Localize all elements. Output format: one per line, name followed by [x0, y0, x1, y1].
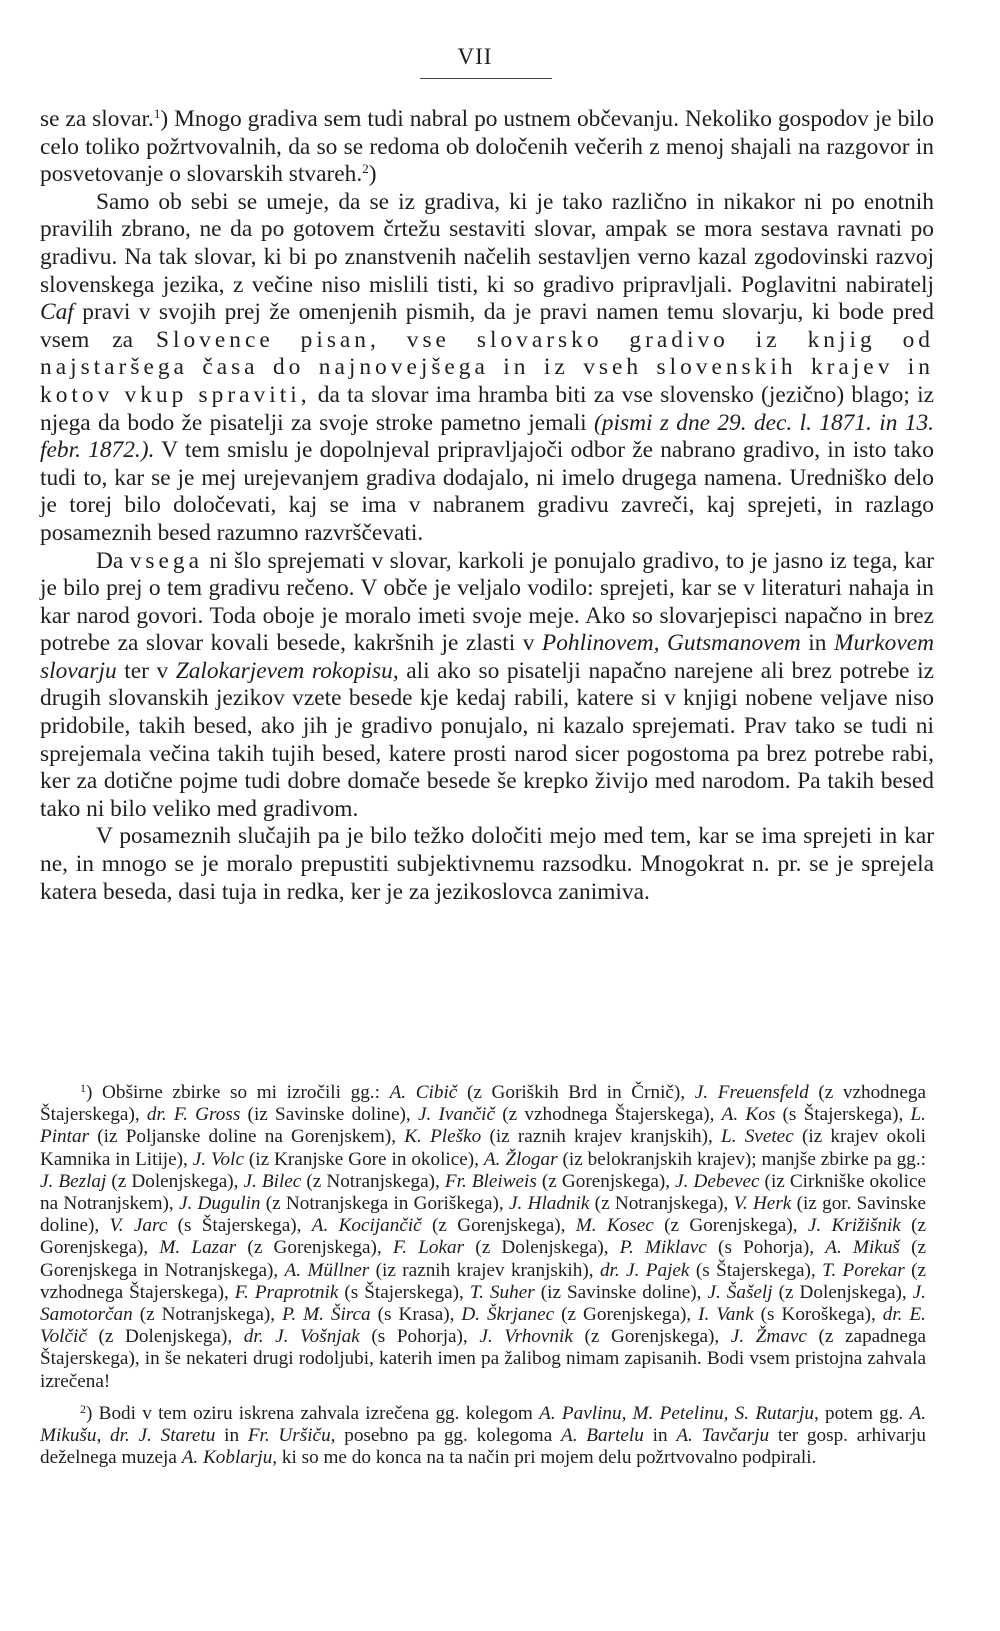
text-run: (s Krasa), — [370, 1304, 462, 1326]
text-run: (z Gorenjskega), — [421, 1215, 576, 1237]
italic-text: dr. E. Volčič — [40, 1304, 926, 1348]
italic-text: A. Pavlinu, M. Petelinu, S. Rutarju, — [539, 1402, 819, 1424]
paragraph — [40, 189, 934, 548]
italic-text: P. Miklavc — [619, 1237, 707, 1259]
text-run: potem gg. — [818, 1402, 910, 1424]
spaced-text: vsega — [129, 547, 203, 574]
text-run: (z vzhodnega Štajerskega), — [40, 1082, 926, 1126]
italic-text: J. Bezlaj — [40, 1170, 107, 1192]
text-run: (z Notranjskega in Goriškega), — [260, 1193, 509, 1215]
text-run: (s Koroškega), — [753, 1304, 883, 1326]
text-run: (z Dolenjskega), — [106, 1170, 244, 1192]
text-run: (s Pohorja), — [706, 1237, 826, 1259]
italic-text: V. Jarc — [109, 1215, 168, 1237]
text-run: pravi v svojih prej že omenjenih pismih, da je pravi namen temu slovarju, ki bode pred vsem za — [40, 299, 934, 353]
footnote-mark: 2 — [80, 1401, 86, 1416]
italic-text: A. Cibič — [389, 1082, 458, 1103]
italic-text: J. Žmavc — [730, 1326, 807, 1348]
paragraph — [40, 106, 934, 189]
text-run: (z Gorenjskega), — [572, 1326, 731, 1348]
italic-text: dr. F. Gross — [146, 1104, 241, 1126]
italic-text: J. Bilec — [243, 1170, 302, 1192]
italic-text: Fr. Uršiču, — [247, 1425, 336, 1447]
text-run: (s Štajerskega), — [775, 1104, 911, 1126]
text-run: Da — [96, 547, 130, 574]
italic-text: F. Praprotnik — [234, 1281, 339, 1303]
footnote — [40, 1403, 926, 1470]
italic-text: Pohlinovem, Gutsmanovem — [541, 630, 801, 657]
text-run: (z Notranjskega), — [301, 1170, 445, 1192]
italic-text: J. Ivančič — [417, 1104, 496, 1126]
italic-text: P. M. Širca — [282, 1304, 371, 1326]
italic-text: A. Müllner — [284, 1259, 370, 1281]
italic-text: V. Herk — [733, 1193, 792, 1215]
footnotes — [40, 1082, 926, 1469]
italic-text: A. Kos — [721, 1104, 776, 1126]
italic-text: T. Suher — [469, 1281, 535, 1303]
italic-text: J. Dugulin — [178, 1193, 261, 1215]
text-run: (iz gor. Savinske doline), — [40, 1193, 926, 1237]
italic-text: Fr. Bleiweis — [444, 1170, 537, 1192]
text-run: in — [215, 1425, 248, 1447]
text-run: ) Mnogo gradiva sem tudi nabral po ustnem občevanju. Nekoliko gospodov je bilo celo toliko požrtvovalnih, da so se redoma ob določenih večerih z menoj shajali na razgovor in posvetovanje o slovarskih stvareh. — [40, 106, 934, 188]
main-text — [40, 106, 934, 906]
text-run: da ta slovar ima hramba biti za vse slovensko (jezično) blago; iz njega da bodo že pisatelji za svoje stroke pametno jemali — [40, 381, 934, 436]
italic-text: J. Vrhovnik — [479, 1326, 573, 1348]
text-run: (z Notranjskega), — [589, 1193, 734, 1215]
text-run: se za slovar. — [40, 106, 154, 132]
italic-text: J. Volc — [192, 1148, 244, 1170]
text-run: (z Dolenjskega), — [772, 1281, 913, 1303]
text-run: (iz Poljanske doline na Gorenjskem), — [89, 1126, 405, 1148]
italic-text: D. Škrjanec — [461, 1304, 555, 1326]
italic-text: K. Pleško — [404, 1126, 482, 1148]
page-number: VII — [457, 44, 493, 69]
text-run: V posameznih slučajih pa je bilo težko določiti mejo med tem, kar se ima sprejeti in kar ne, in mnogo se je moralo prepustiti subjektivnemu razsodku. Mnogokrat n. pr. se je sprejela katera beseda, dasi tuja in redka, ker je za jezikoslovca zanimiva. — [40, 823, 934, 905]
italic-text: F. Lokar — [392, 1237, 465, 1259]
footnote-ref: 2 — [362, 161, 369, 177]
spaced-text: Slovence pisan, vse slovarsko gradivo iz knjig od najstaršega časa do najnovejšega in iz vseh slovenskih krajev in kotov vkup spraviti, — [40, 326, 934, 408]
italic-text: dr. J. Pajek — [599, 1259, 690, 1281]
italic-text: A. Mikušu, dr. J. Staretu — [40, 1402, 927, 1447]
text-run: (iz Cirkniške okolice na Notranjskem), — [40, 1170, 927, 1215]
text-run: ali ako so pisatelji napačno narejene ali brez potrebe iz drugih slovanskih jezikov vzete besede kje kedaj rabili, katere si v knjigi nobene veljave niso pridobile, takih besed, ako jih je gradivo ponujalo, ni kazalo sprejemati. Prav tako se tudi ni sprejemala večina takih tujih besed, katere prosti narod sicer pogostoma pa brez potrebe rabi, ker za dotične pojme tudi dobre domače besede še krepko živijo med narodom. Pa takih besed tako ni bilo veliko med gradivom. — [40, 657, 934, 822]
text-run: (z Gorenjskega), — [236, 1237, 393, 1259]
text-run: ) — [368, 161, 377, 188]
text-run: (s Štajerskega), — [689, 1259, 823, 1281]
italic-text: J. Hladnik — [509, 1193, 590, 1215]
italic-text: L. Svetec — [721, 1126, 794, 1148]
italic-text: J. Freuensfeld — [694, 1082, 809, 1103]
text-run: in — [643, 1425, 677, 1447]
text-run: (z vzhodnega Štajerskega), — [40, 1259, 926, 1303]
text-run: (z Dolenjskega), — [464, 1237, 620, 1259]
text-run: (z Gorenjskega), — [536, 1170, 676, 1192]
italic-text: I. Vank — [698, 1304, 754, 1326]
text-run: (z Gorenjskega), — [554, 1304, 699, 1326]
text-run: Samo ob sebi se umeje, da se iz gradiva, ki je tako različno in nikakor ni po enotnih pravilih zbrano, ne da po gotovem črtežu sestaviti slovar, ampak se mora sestava ravnati po gradivu. Na tak slovar, ki bi po znanstvenih načelih sestavljen verno kazal zgodovinski razvoj slovenskega jezika, z večine niso mislili tisti, ki so gradivo pripravljali. Poglavitni nabiratelj — [40, 188, 934, 298]
text-run: (z vzhodnega Štajerskega), — [495, 1104, 722, 1126]
italic-text: Murkovem slovarju — [40, 630, 935, 684]
text-run: (s Štajerskega), — [167, 1215, 312, 1237]
text-run: (s Štajerskega), — [338, 1281, 470, 1303]
footnote-mark: 1 — [80, 1081, 86, 1095]
header-rule — [420, 78, 552, 79]
text-run: (s Pohorja), — [359, 1326, 480, 1348]
text-run: (iz Kranjske Gore in okolice), — [244, 1148, 484, 1170]
text-run: (iz Savinske doline), — [534, 1281, 708, 1303]
text-run: (z Gorenjskega), — [653, 1215, 808, 1237]
italic-text: A. Kocijančič — [311, 1215, 422, 1237]
text-run: (z Goriških Brd in Črnič), — [457, 1082, 695, 1103]
text-run: (z Gorenjskega in Notranjskega), — [40, 1237, 927, 1281]
italic-text: A. Mikuš — [825, 1237, 900, 1259]
italic-text: Zalokarjevem rokopisu, — [175, 657, 399, 684]
text-run: (iz raznih krajev kranjskih), — [481, 1126, 722, 1148]
text-run: (iz Savinske doline), — [240, 1104, 418, 1126]
text-run: (z Dolenjskega), — [86, 1326, 244, 1348]
text-run: ter gosp. arhivarju deželnega muzeja — [40, 1425, 926, 1469]
italic-text: A. Koblarju, — [181, 1447, 278, 1469]
italic-text: L. Pintar — [40, 1104, 926, 1148]
italic-text: A. Tavčarju — [676, 1425, 770, 1447]
italic-text: J. Debevec — [675, 1170, 760, 1192]
italic-text: dr. J. Vošnjak — [243, 1326, 360, 1348]
footnote-ref: 1 — [153, 106, 161, 121]
text-run: posebno pa gg. kolegoma — [335, 1425, 562, 1447]
italic-text: T. Porekar — [822, 1259, 905, 1281]
italic-text: A. Žlogar — [483, 1148, 558, 1170]
text-run: ki so me do konca na ta način pri mojem delu požrtvovalno podpirali. — [277, 1447, 817, 1469]
text-run: ) Bodi v tem oziru iskrena zahvala izrečena gg. kolegom — [86, 1402, 540, 1424]
italic-text: J. Križišnik — [807, 1215, 901, 1237]
text-run: (iz krajev okoli Kamnika in Litije), — [40, 1126, 926, 1170]
italic-text: A. Bartelu — [561, 1425, 644, 1447]
paragraph — [40, 823, 934, 906]
italic-text: (pismi z dne 29. dec. l. 1871. in 13. febr. 1872.). — [40, 409, 934, 464]
text-run: (iz raznih krajev kranjskih), — [369, 1259, 600, 1281]
text-run: in — [800, 630, 834, 657]
text-run: V tem smislu je dopolnjeval pripravljajoči odbor že nabrano gradivo, in isto tako tudi to, kar se je mej urejevanjem gradiva dodajalo, ni imelo drugega namena. Uredniško delo je torej bilo določevati, kaj se ima v nabranem gradivu zavreči, kaj sprejeti, in razlago posameznih besed razumno razvrščevati. — [40, 437, 934, 546]
paragraph — [40, 548, 934, 824]
text-run: ) Obširne zbirke so mi izročili gg.: — [86, 1082, 390, 1103]
text-run: (z zapadnega Štajerskega), in še nekateri drugi rodoljubi, katerih imen pa žalibog nimam zapisanih. Bodi vsem pristojna zahvala izrečena! — [40, 1326, 926, 1392]
footnote — [40, 1082, 926, 1393]
text-run: ni šlo sprejemati v slovar, karkoli je ponujalo gradivo, to je jasno iz tega, kar je bilo prej o tem gradivu rečeno. V obče je veljalo vodilo: sprejeti, kar se v literaturi nahaja in kar narod govori. Toda oboje je moralo imeti svoje meje. Ako so slovarjepisci napačno in brez potrebe za slovar kovali besede, kakršnih je zlasti v — [40, 547, 934, 657]
italic-text: M. Lazar — [159, 1237, 237, 1259]
italic-text: J. Šašelj — [707, 1281, 773, 1303]
text-run: (z Notranjskega), — [132, 1304, 283, 1326]
italic-text: Caf — [40, 299, 74, 326]
text-run: (z Gorenjskega), — [40, 1215, 927, 1259]
italic-text: M. Kosec — [575, 1215, 654, 1237]
italic-text: J. Samotorčan — [40, 1281, 926, 1326]
text-run: ter v — [116, 657, 176, 684]
text-run: (iz belokranjskih krajev); manjše zbirke pa gg.: — [557, 1148, 926, 1170]
